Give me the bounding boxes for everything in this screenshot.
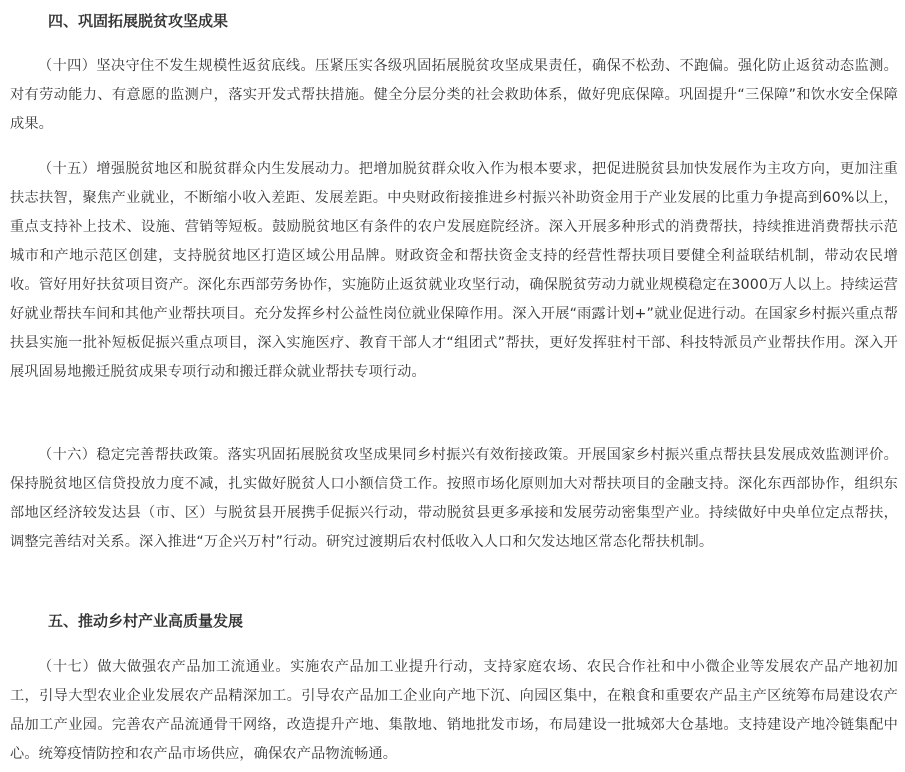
section-heading: 四、巩固拓展脱贫攻坚成果	[48, 12, 229, 30]
paragraph: （十四）坚决守住不发生规模性返贫底线。压紧压实各级巩固拓展脱贫攻坚成果责任，确保不松劲、不跑偏。强化防止返贫动态监测。对有劳动能力、有意愿的监测户，落实开发式帮扶措施。健全分层分类的社会救助体系，做好兜底保障。巩固提升“三保障”和饮水安全保障成果。	[10, 58, 898, 132]
paragraph: （十七）做大做强农产品加工流通业。实施农产品加工业提升行动，支持家庭农场、农民合作社和中小微企业等发展农产品产地初加工，引导大型农业企业发展农产品精深加工。引导农产品加工企业向产地下沉、向园区集中，在粮食和重要农产品主产区统筹布局建设农产品加工产业园。完善农产品流通骨干网络，改造提升产地、集散地、销地批发市场，布局建设一批城郊大仓基地。支持建设产地冷链集配中心。统筹疫情防控和农产品市场供应，确保农产品物流畅通。	[10, 659, 898, 762]
paragraph: （十五）增强脱贫地区和脱贫群众内生发展动力。把增加脱贫群众收入作为根本要求，把促进脱贫县加快发展作为主攻方向，更加注重扶志扶智，聚焦产业就业，不断缩小收入差距、发展差距。中央财政衔接推进乡村振兴补助资金用于产业发展的比重力争提高到60%以上，重点支持补上技术、设施、营销等短板。鼓励脱贫地区有条件的农户发展庭院经济。深入开展多种形式的消费帮扶，持续推进消费帮扶示范城市和产地示范区创建，支持脱贫地区打造区域公用品牌。财政资金和帮扶资金支持的经营性帮扶项目要健全利益联结机制，带动农民增收。管好用好扶贫项目资产。深化东西部劳务协作，实施防止返贫就业攻坚行动，确保脱贫劳动力就业规模稳定在3000万人以上。持续运营好就业帮扶车间和其他产业帮扶项目。充分发挥乡村公益性岗位就业保障作用。深入开展“雨露计划+”就业促进行动。在国家乡村振兴重点帮扶县实施一批补短板促振兴重点项目，深入实施医疗、教育干部人才“组团式”帮扶，更好发挥驻村干部、科技特派员产业帮扶作用。深入开展巩固易地搬迁脱贫成果专项行动和搬迁群众就业帮扶专项行动。	[10, 161, 898, 380]
section-heading: 五、推动乡村产业高质量发展	[48, 612, 244, 630]
paragraph: （十六）稳定完善帮扶政策。落实巩固拓展脱贫攻坚成果同乡村振兴有效衔接政策。开展国家乡村振兴重点帮扶县发展成效监测评价。保持脱贫地区信贷投放力度不减，扎实做好脱贫人口小额信贷工作。按照市场化原则加大对帮扶项目的金融支持。深化东西部协作，组织东部地区经济较发达县（市、区）与脱贫县开展携手促振兴行动，带动脱贫县更多承接和发展劳动密集型产业。持续做好中央单位定点帮扶，调整完善结对关系。深入推进“万企兴万村”行动。研究过渡期后农村低收入人口和欠发达地区常态化帮扶机制。	[10, 447, 898, 550]
